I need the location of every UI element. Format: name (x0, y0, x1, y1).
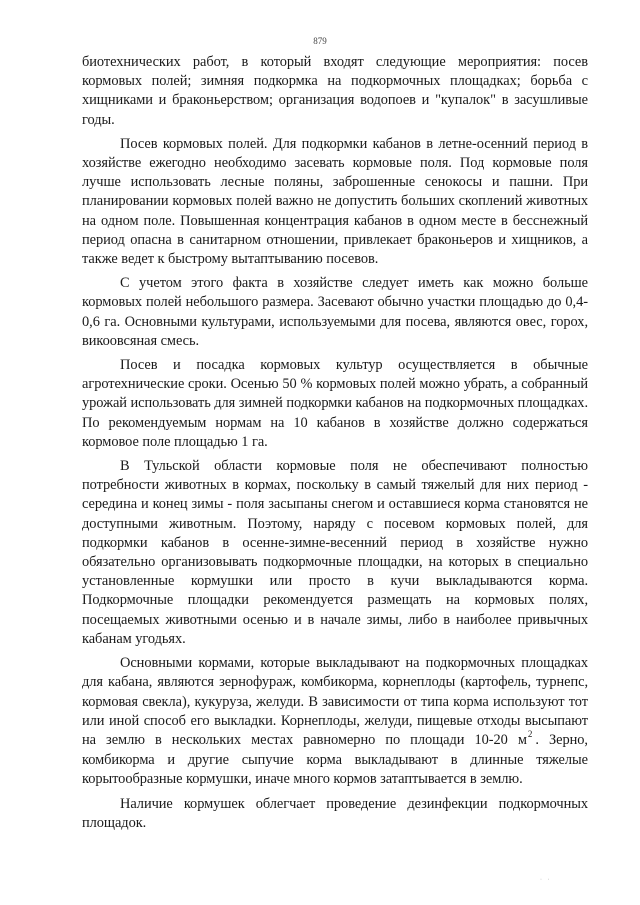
scan-specks: · · (540, 877, 552, 883)
paragraph-3: С учетом этого факта в хозяйстве следует иметь как можно больше кормовых полей небольшого размера. Засевают обычно участки площадью до 0,4-0,6 га. Основными культурами, используемыми для посева, являются овес, горох, викоовсяная смесь. (82, 275, 588, 349)
document-body (82, 53, 588, 833)
paragraph-6-text-after: . Зерно, комбикорма и другие сыпучие корма выкладывают в длинные тяжелые корытообразные кормушки, иначе много кормов затаптывается в землю. (82, 731, 588, 788)
paragraph-5: В Тульской области кормовые поля не обеспечивают полностью потребности животных в кормах, поскольку в самый тяжелый для них период - середина и конец зимы - поля засыпаны снегом и оставшиеся корма становятся не доступными животным. Поэтому, наряду с посевом кормовых полей, для подкормки кабанов в осенне-зимне-весенний период в хозяйстве нужно обязательно организовывать подкормочные площадки, на которых в специально установленные кормушки или просто в кучи выкладываются корма. Подкормочные площадки рекомендуется размещать на кормовых полях, посещаемых животными осенью и в начале зимы, либо в наиболее привычных кабанам угодьях. (82, 458, 588, 647)
paragraph-2: Посев кормовых полей. Для подкормки кабанов в летне-осенний период в хозяйстве ежегодно необходимо засевать кормовые поля. Под кормовые поля лучше использовать лесные поляны, заброшенные сенокосы и пашни. При планировании кормовых полей важно не допустить больших скоплений животных на одном поле. Повышенная концентрация кабанов в одном месте в бесснежный период опасна в санитарном отношении, привлекает браконьеров и хищников, а также ведет к быстрому вытаптыванию посевов. (82, 135, 588, 268)
paragraph-1: биотехнических работ, в который входят следующие мероприятия: посев кормовых полей; зимняя подкормка на подкормочных площадках; борьба с хищниками и браконьерством; организация водопоев и "купалок" в засушливые годы. (82, 54, 588, 128)
area-unit-superscript: 2 (527, 728, 533, 739)
paragraph-6-text-before: Основными кормами, которые выкладывают на подкормочных площадках для кабана, являются зернофураж, комбикорма, корнеплоды (картофель, турнепс, кормовая свекла), кукуруза, желуди. В зависимости от типа корма используют тот или иной способ его выкладки. Корнеплоды, желуди, пищевые отходы высыпают на землю в нескольких местах равномерно по площади 10-20 м (82, 655, 588, 748)
paragraph-4: Посев и посадка кормовых культур осуществляется в обычные агротехнические сроки. Осенью 50 % кормовых полей можно убрать, а собранный урожай использовать для зимней подкормки кабанов на подкормочных площадках. По рекомендуемым нормам на 10 кабанов в хозяйстве должно содержаться кормовое поле площадью 1 га. (82, 357, 588, 450)
paragraph-7: Наличие кормушек облегчает проведение дезинфекции подкормочных площадок. (82, 795, 588, 831)
paragraph-6 (82, 654, 588, 789)
page-number: 879 (313, 36, 327, 46)
